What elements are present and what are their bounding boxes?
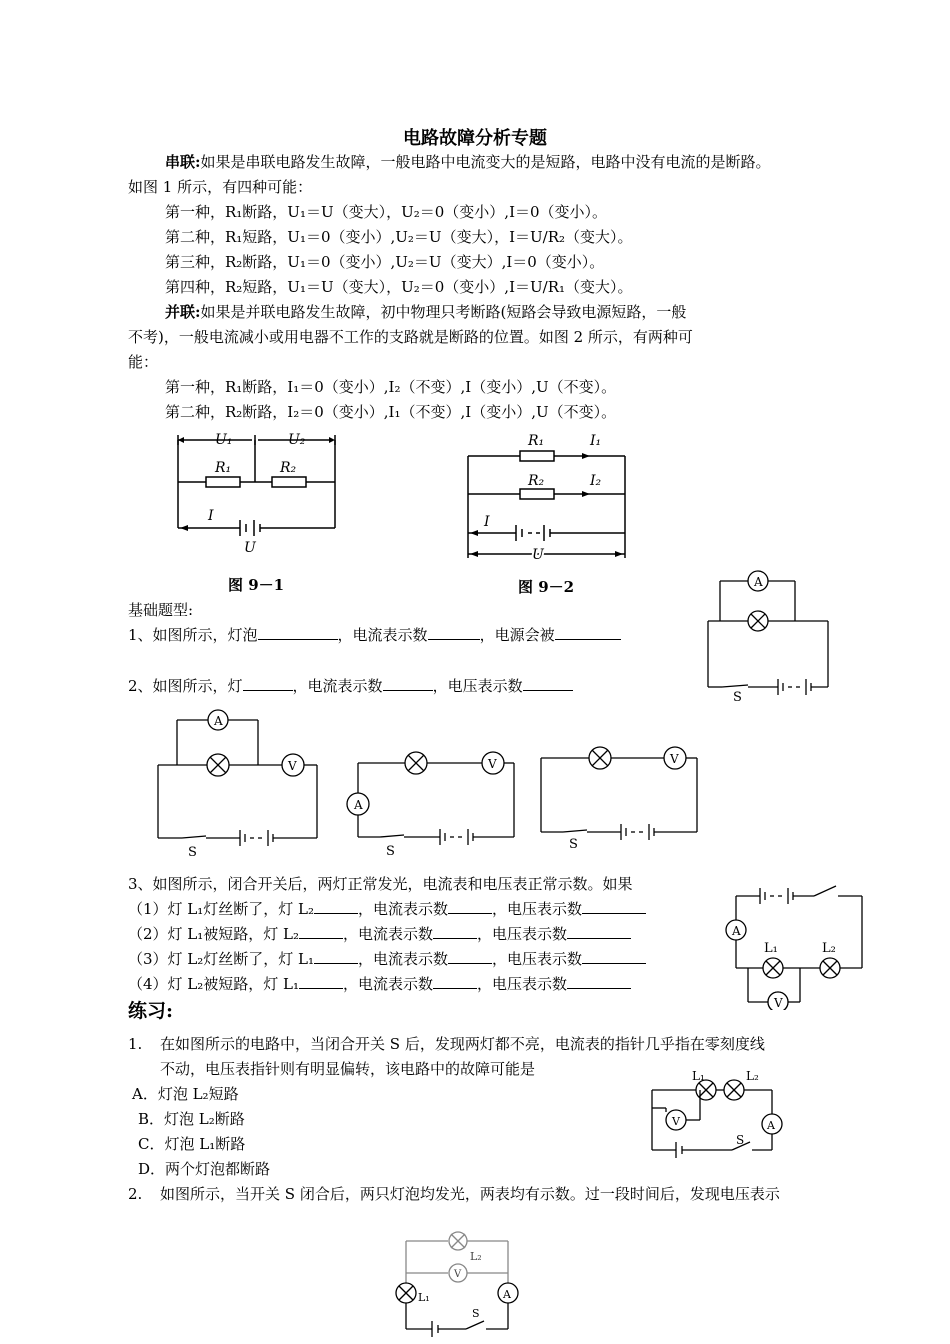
blank[interactable] (299, 924, 343, 939)
basic-q3-item-1 (128, 899, 646, 919)
blank[interactable] (299, 974, 343, 989)
series-case-2: 第二种，R₁短路，U₁＝0（变小）,U₂＝U（变大），I＝U/R₂（变大）。 (165, 228, 633, 246)
circuit-q2-b (340, 745, 520, 860)
fig2-label-i: I (484, 514, 490, 530)
blank[interactable] (433, 974, 477, 989)
basic-q1-text-2: ，电流表示数 (337, 626, 428, 644)
q3-item-text: ，电压表示数 (492, 950, 583, 968)
blank[interactable] (314, 899, 358, 914)
q3-item-text: （4）灯 L₂被短路，灯 L₁ (128, 975, 300, 993)
voltmeter-label: V (774, 996, 783, 1010)
ammeter-label: A (754, 575, 763, 589)
q3-item-text: ，电流表示数 (343, 925, 434, 943)
fig2-label-r1: R₁ (528, 433, 545, 449)
fig1-label-u1: U₁ (215, 432, 233, 448)
fig1-label-u2: U₂ (288, 432, 306, 448)
practice-heading: 练习: (128, 1000, 174, 1022)
basic-q2 (128, 676, 573, 696)
lamp-l1-label: L₁ (692, 1069, 705, 1083)
switch-label: S (188, 845, 197, 860)
ammeter-label: A (503, 1288, 511, 1301)
circuit-q2-a (150, 705, 325, 860)
blank[interactable] (567, 974, 631, 989)
blank[interactable] (448, 949, 492, 964)
blank[interactable] (258, 625, 338, 640)
figure-9-2 (460, 428, 635, 563)
blank[interactable] (383, 676, 433, 691)
lamp-l2-label: L₂ (822, 941, 836, 956)
series-case-3: 第三种，R₂断路，U₁＝0（变小）,U₂＝U（变大）,I＝0（变小）。 (165, 253, 605, 271)
fig2-label-i1: I₁ (590, 433, 602, 449)
lamp-l2-label: L₂ (470, 1250, 482, 1263)
blank[interactable] (567, 924, 631, 939)
blank[interactable] (582, 949, 646, 964)
series-text-2: 如图 1 所示，有四种可能： (128, 178, 313, 196)
voltmeter-label: V (672, 1115, 680, 1128)
basic-heading: 基础题型: (128, 601, 194, 619)
blank[interactable] (448, 899, 492, 914)
voltmeter-label: V (454, 1269, 462, 1280)
ammeter-label: A (732, 924, 741, 938)
q3-item-text: ，电流表示数 (358, 900, 449, 918)
practice-q2-text-1: 如图所示，当开关 S 闭合后，两只灯泡均发光，两表均有示数。过一段时间后，发现电压表示 (160, 1185, 780, 1203)
q3-item-text: ，电压表示数 (492, 900, 583, 918)
circuit-q1 (700, 565, 840, 705)
voltmeter-label: V (488, 757, 497, 771)
q3-item-text: ，电流表示数 (343, 975, 434, 993)
basic-q3-item-4 (128, 974, 631, 994)
series-paragraph (165, 152, 771, 172)
q3-item-text: （3）灯 L₂灯丝断了，灯 L₁ (128, 950, 315, 968)
parallel-text-3: 能： (128, 353, 159, 371)
blank[interactable] (314, 949, 358, 964)
fig1-label-r1: R₁ (215, 460, 232, 476)
lamp-l1-label: L₁ (418, 1291, 430, 1304)
basic-q2-text-2: ，电流表示数 (292, 677, 383, 695)
circuit-practice-q2 (390, 1225, 530, 1340)
ammeter-label: A (214, 714, 223, 728)
blank[interactable] (582, 899, 646, 914)
ammeter-label: A (767, 1119, 775, 1132)
practice-q1-option-d[interactable]: D．两个灯泡都断路 (138, 1160, 271, 1178)
ammeter-label: A (354, 798, 363, 812)
practice-q2-num: 2. (128, 1185, 143, 1203)
basic-q1 (128, 625, 621, 645)
fig1-label-u: U (244, 540, 256, 556)
parallel-case-2: 第二种，R₂断路，I₂＝0（变小）,I₁（不变）,I（变小）,U（不变）。 (165, 403, 617, 421)
basic-q3-item-3 (128, 949, 646, 969)
parallel-text-1: 如果是并联电路发生故障，初中物理只考断路(短路会导致电源短路，一般 (200, 303, 687, 321)
practice-q1-num: 1. (128, 1035, 143, 1053)
fig2-label-r2: R₂ (528, 473, 545, 489)
lamp-l2-label: L₂ (746, 1069, 759, 1083)
series-case-4: 第四种，R₂短路，U₁＝U（变大），U₂＝0（变小）,I＝U/R₁（变大）。 (165, 278, 633, 296)
series-case-1: 第一种，R₁断路，U₁＝U（变大），U₂＝0（变小）,I＝0（变小）。 (165, 203, 608, 221)
practice-q1-text-1: 在如图所示的电路中，当闭合开关 S 后，发现两灯都不亮，电流表的指针几乎指在零刻度线 (160, 1035, 765, 1053)
q3-item-text: （1）灯 L₁灯丝断了，灯 L₂ (128, 900, 315, 918)
voltmeter-label: V (288, 759, 297, 773)
basic-q2-text: 2、如图所示，灯 (128, 677, 243, 695)
fig1-caption: 图 9－1 (228, 576, 285, 594)
series-label: 串联: (165, 153, 201, 171)
practice-q1-option-c[interactable]: C．灯泡 L₁断路 (138, 1135, 246, 1153)
parallel-case-1: 第一种，R₁断路，I₁＝0（变小）,I₂（不变）,I（变小）,U（不变）。 (165, 378, 617, 396)
blank[interactable] (523, 676, 573, 691)
parallel-text-2: 不考)，一般电流减小或用电器不工作的支路就是断路的位置。如图 2 所示，有两种可 (128, 328, 693, 346)
practice-q1-option-a[interactable]: A．灯泡 L₂短路 (132, 1085, 239, 1103)
switch-label: S (736, 1133, 745, 1147)
fig2-label-i2: I₂ (590, 473, 602, 489)
figure-9-1 (170, 430, 345, 560)
basic-q1-text: 1、如图所示，灯泡 (128, 626, 258, 644)
blank[interactable] (433, 924, 477, 939)
q3-item-text: ，电流表示数 (358, 950, 449, 968)
lamp-l1-label: L₁ (764, 941, 778, 956)
parallel-label: 并联: (165, 303, 201, 321)
circuit-q3 (720, 880, 870, 1010)
series-text-1: 如果是串联电路发生故障，一般电路中电流变大的是短路，电路中没有电流的是断路。 (200, 153, 771, 171)
fig2-label-u: U (532, 547, 544, 563)
voltmeter-label: V (670, 752, 679, 766)
parallel-paragraph (165, 302, 686, 322)
fig1-label-r2: R₂ (280, 460, 297, 476)
blank[interactable] (428, 625, 480, 640)
basic-q1-text-3: ，电源会被 (479, 626, 555, 644)
practice-q1-option-b[interactable]: B．灯泡 L₂断路 (138, 1110, 245, 1128)
basic-q3-item-2 (128, 924, 631, 944)
page-title: 电路故障分析专题 (403, 128, 547, 149)
blank[interactable] (555, 625, 621, 640)
blank[interactable] (243, 676, 293, 691)
practice-q1-text-2: 不动，电压表指针则有明显偏转，该电路中的故障可能是 (160, 1060, 536, 1078)
q3-item-text: ，电压表示数 (477, 925, 568, 943)
basic-q3-intro: 3、如图所示，闭合开关后，两灯正常发光，电流表和电压表正常示数。如果 (128, 875, 633, 893)
switch-label: S (472, 1307, 480, 1320)
basic-q2-text-3: ，电压表示数 (432, 677, 523, 695)
circuit-q2-c (535, 740, 710, 855)
switch-label: S (569, 837, 578, 852)
switch-label: S (733, 690, 742, 705)
q3-item-text: ，电压表示数 (477, 975, 568, 993)
fig2-caption: 图 9－2 (518, 578, 575, 596)
fig1-label-i: I (208, 508, 214, 524)
switch-label: S (386, 844, 395, 859)
circuit-practice-q1 (640, 1068, 800, 1168)
q3-item-text: （2）灯 L₁被短路，灯 L₂ (128, 925, 300, 943)
